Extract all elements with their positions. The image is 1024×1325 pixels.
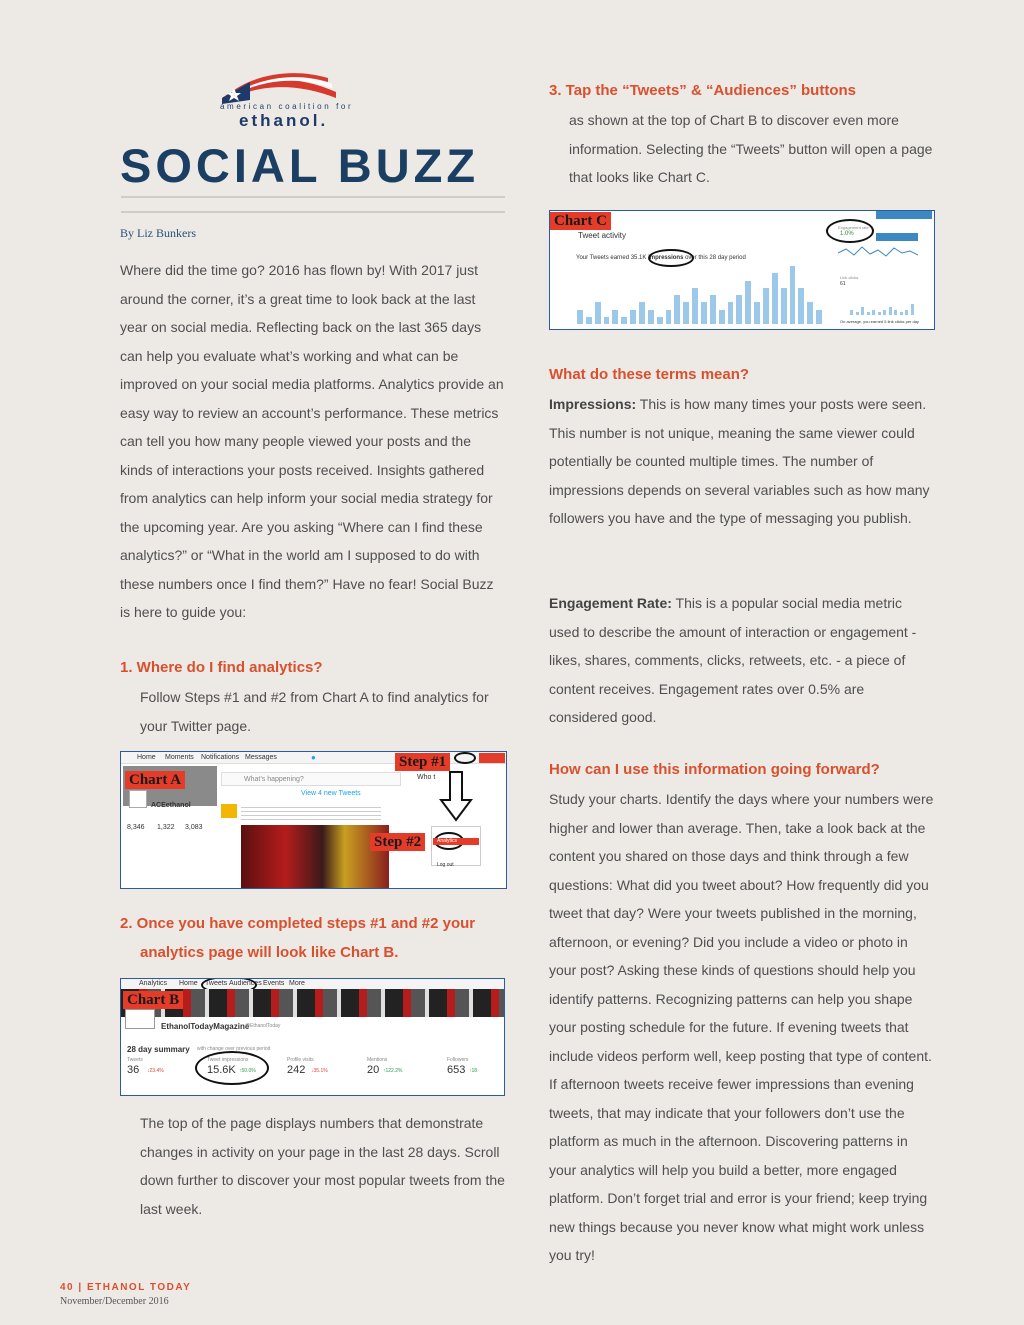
link-clicks-bar: [911, 304, 914, 315]
logout-item: Log out: [437, 862, 454, 868]
earned-suffix: over this 28 day period: [685, 255, 746, 261]
link-clicks-bar: [861, 307, 864, 315]
impressions-bar: [736, 295, 742, 324]
earned-prefix: Your Tweets earned 35.1K: [576, 255, 647, 261]
impressions-bar: [683, 302, 689, 324]
impressions-bar: [710, 295, 716, 324]
impressions-bar: [728, 302, 734, 324]
tweet-photo: [241, 825, 389, 889]
impressions-bar: [630, 310, 636, 325]
logo-wordmark: ethanol.: [239, 111, 329, 130]
stat-followers: 3,083: [185, 824, 203, 831]
metric-label: Tweets: [127, 1057, 143, 1063]
metric-change: ↓35.1%: [311, 1068, 328, 1074]
logo-tagline: american coalition for: [220, 102, 354, 111]
engagement-label: Engagement rate: [838, 225, 869, 230]
impressions-bar: [648, 310, 654, 325]
link-clicks-bar: [878, 312, 881, 315]
chart-b-tag: Chart B: [123, 991, 183, 1009]
nav-moments: Moments: [165, 754, 194, 761]
step3-heading: 3. Tap the “Tweets” & “Audiences” buttons: [549, 82, 856, 99]
divider: [121, 196, 505, 198]
chart-a-tag: Chart A: [125, 771, 185, 789]
link-clicks-bar: [867, 312, 870, 315]
step2-text: The top of the page displays numbers that demonstrate changes in activity on your page in the last 28 days. Scroll down further to discover your most popular tweets from the last week.: [140, 1115, 505, 1217]
analytics-menu-label: Analytics: [437, 838, 458, 844]
nav-messages: Messages: [245, 754, 277, 761]
impressions-bar: [807, 302, 813, 324]
tweet-avatar: [221, 804, 237, 818]
link-clicks-value: 61: [840, 281, 846, 287]
step1-heading: 1. Where do I find analytics?: [120, 659, 323, 676]
link-clicks-bar: [856, 312, 859, 315]
intro-paragraph: Where did the time go? 2016 has flown by! With 2017 just around the corner, it’s a great time to look back at the last year on social media. Reflecting back on the last 365 days can help you evaluate what’s working and what can be improved on your social media platforms. Analytics provide an easy way to review an account’s performance. These metrics can tell you how many people viewed your posts and the kinds of interactions your posts received. Insights gathered from analytics can help inform your social media strategy for the upcoming year. Are you asking “Where can I find these analytics?” or “What in the world am I supposed to do with these numbers once I find them?” Have no fear! Social Buzz is here to guide you:: [120, 262, 504, 620]
avatar: [129, 790, 147, 808]
avatar-circle: [454, 752, 476, 764]
impressions-bar: [577, 310, 583, 325]
compose-box: [221, 772, 401, 786]
impressions-bar-chart: [576, 267, 824, 327]
account-handle: @EthanolToday: [245, 1023, 281, 1029]
down-arrow-icon: [439, 770, 473, 822]
engagement-circle: [826, 219, 874, 243]
link-clicks-bar: [894, 310, 897, 316]
impressions-bar: [674, 295, 680, 324]
impressions-bar: [657, 317, 663, 324]
link-clicks-label: Link clicks: [840, 275, 859, 280]
link-clicks-bar: [872, 310, 875, 316]
metric-change: ↑50.0%: [239, 1068, 256, 1074]
byline: By Liz Bunkers: [120, 226, 196, 240]
impressions-bar: [754, 302, 760, 324]
impressions-bar: [604, 317, 610, 324]
analytics-nav-bar: [121, 979, 504, 989]
average-note: On average, you earned 5 link clicks per day: [840, 319, 919, 324]
terms-heading: What do these terms mean?: [549, 366, 750, 383]
metrics-row: [121, 1057, 504, 1087]
step1-tag: Step #1: [395, 753, 450, 771]
impressions-bar: [745, 281, 751, 325]
impressions-bar: [595, 302, 601, 324]
link-clicks-bar: [883, 310, 886, 316]
impressions-text: This is how many times your posts were seen. This number is not unique, meaning the same viewer could potentially be counted multiple times. The number of impressions depends on several variables such as how many followers you have and the type of messaging you publish.: [549, 396, 930, 526]
metric-label: Followers: [447, 1057, 469, 1063]
impressions-bar: [621, 317, 627, 324]
nav-notifications: Notifications: [201, 754, 240, 761]
metric-value: 20: [367, 1064, 380, 1076]
chart-c-tag: Chart C: [550, 212, 611, 230]
view-tweet-button: [876, 211, 932, 219]
step3-text: as shown at the top of Chart B to discover even more information. Selecting the “Tweets” button will open a page that looks like Chart C.: [569, 112, 933, 185]
who-to-follow: Who t: [417, 774, 436, 781]
impressions-circle: [648, 249, 694, 267]
impressions-bar: [781, 288, 787, 324]
impressions-bar: [763, 288, 769, 324]
link-clicks-bar: [850, 310, 853, 316]
impressions-term: impressions: [648, 255, 684, 261]
impressions-definition: [549, 390, 934, 533]
chart-a-screenshot: [120, 751, 507, 889]
divider: [121, 211, 505, 213]
step1-text: Follow Steps #1 and #2 from Chart A to find analytics for your Twitter page.: [140, 689, 489, 734]
metric-change: ↑122.2%: [383, 1068, 403, 1074]
engagement-value: 1.0%: [840, 231, 854, 237]
nav-analytics: Analytics: [139, 980, 168, 987]
new-tweets-link: View 4 new Tweets: [301, 790, 361, 797]
engagement-sparkline: [838, 243, 918, 259]
engagement-term: Engagement Rate:: [549, 595, 672, 611]
nav-home: Home: [137, 754, 156, 761]
step2-heading: [120, 910, 510, 967]
compose-placeholder: What’s happening?: [244, 776, 304, 783]
forward-paragraph: Study your charts. Identify the days where your numbers were higher and lower than average. Then, take a look back at the content you shared on those days and think through a few questions: What did you tweet about? How frequently did you tweet that day? Were your tweets published in the morning, afternoon, or evening? Did you include a video or photo in your post? Asking these kinds of questions should help you identify patterns. Recognizing patterns can help you shape your posting schedule for the future. If evening tweets that include videos perform well, keep posting that type of content. If afternoon tweets receive fewer impressions than evening tweets, that may indicate that your followers don’t use the platform as much in the afternoon. Discovering patterns in your analytics will help you build a better, more engaged platform. Don’t forget trial and error is your friend; keep trying new things because you never know what might work unless you try!: [549, 791, 934, 1263]
tweet-activity-title: Tweet activity: [578, 231, 627, 240]
impressions-bar: [666, 310, 672, 325]
impressions-bar: [798, 288, 804, 324]
nav-audiences: Audiences: [229, 980, 262, 987]
stat-tweets: 8,346: [127, 824, 145, 831]
metric-label: Mentions: [367, 1057, 388, 1063]
page-title: SOCIAL BUZZ: [120, 139, 480, 192]
stat-following: 1,322: [157, 824, 175, 831]
metric-value: 242: [287, 1064, 306, 1076]
metric-value: 653: [447, 1064, 466, 1076]
impressions-bar: [772, 273, 778, 324]
nav-home: Home: [179, 980, 198, 987]
step2-heading-line2: analytics page will look like Chart B.: [140, 943, 399, 961]
metric-change: ↓23.4%: [147, 1068, 164, 1074]
step2-heading-line1: 2. Once you have completed steps #1 and #2 your: [120, 915, 476, 932]
summary-subheading: with change over previous period: [197, 1046, 271, 1052]
tweet-button: [479, 753, 505, 763]
engagement-text: This is a popular social media metric used to describe the amount of interaction or engagement - likes, shares, comments, clicks, retweets, etc. - a piece of content receives. Engagement rates over 0.5% are considered good.: [549, 595, 917, 725]
metric-value: 15.6K: [207, 1064, 236, 1076]
page-footer-issue: November/December 2016: [60, 1296, 169, 1307]
chart-c-screenshot: [549, 210, 935, 330]
link-clicks-bar: [905, 310, 908, 316]
summary-heading: 28 day summary: [127, 1045, 190, 1054]
impressions-circle: [195, 1051, 269, 1085]
account-name: EthanolTodayMagazine: [161, 1022, 250, 1031]
nav-more: More: [289, 980, 305, 987]
metric-change: ↑18: [469, 1068, 478, 1074]
impressions-bar: [612, 310, 618, 325]
twitter-bird-icon: ●: [311, 753, 316, 762]
impressions-bar: [692, 288, 698, 324]
metric-value: 36: [127, 1064, 140, 1076]
engagement-definition: [549, 589, 934, 732]
impressions-bar: [719, 310, 725, 325]
nav-tweets: Tweets: [205, 980, 228, 987]
link-clicks-bar: [889, 307, 892, 315]
impressions-bar: [790, 266, 796, 324]
engagement-badge: [876, 233, 918, 241]
link-clicks-bar-chart: [850, 291, 916, 315]
avatar: [125, 1009, 155, 1029]
page-footer-folio: 40 | ETHANOL TODAY: [60, 1282, 192, 1293]
impressions-term: Impressions:: [549, 396, 637, 412]
analytics-menu-item: [433, 838, 479, 845]
impressions-bar: [639, 302, 645, 324]
step2-tag: Step #2: [370, 833, 425, 851]
forward-heading: How can I use this information going forward?: [549, 761, 880, 778]
chart-b-screenshot: [120, 978, 505, 1096]
tweet-text-lines: [241, 804, 381, 822]
impressions-bar: [816, 310, 822, 325]
link-clicks-bar: [900, 312, 903, 315]
metric-label: Profile visits: [287, 1057, 314, 1063]
impressions-bar: [701, 302, 707, 324]
account-name: ACEethanol: [151, 802, 191, 809]
impressions-bar: [586, 317, 592, 324]
metric-label: Tweet impressions: [207, 1057, 249, 1063]
nav-events: Events: [263, 980, 285, 987]
